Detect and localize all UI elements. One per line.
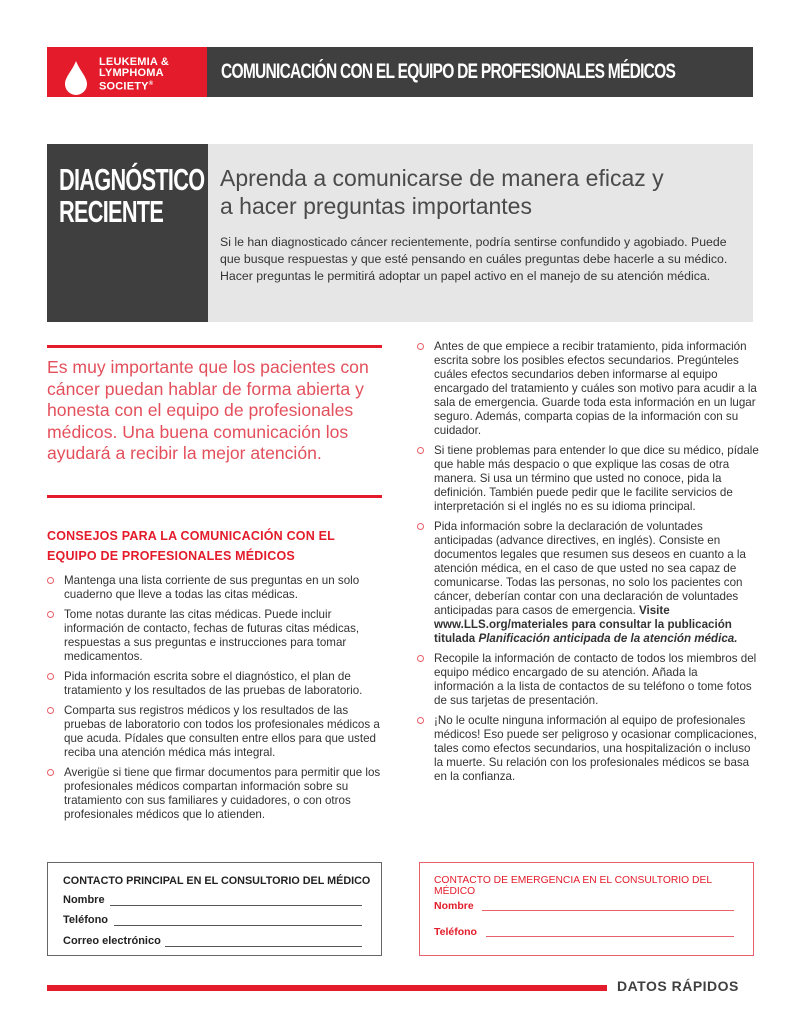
- footer-label: DATOS RÁPIDOS: [617, 978, 739, 994]
- list-item: ¡No le oculte ninguna información al equipo de profesionales médicos! Eso puede ser peligroso y ocasionar complicaciones, tales como efectos secundarios, una hospitalización o incluso la muerte. Su relación con los profesionales médicos se basa en la confianza.: [417, 714, 759, 784]
- diagnosis-label: DIAGNÓSTICO RECIENTE: [59, 162, 205, 229]
- diagnosis-label-panel: [47, 144, 208, 322]
- list-item: Antes de que empiece a recibir tratamiento, pida información escrita sobre los posibles efectos secundarios. Pregúnteles cuáles efectos secundarios deben informarse al equipo encargado del tratamiento y cuáles son motivo para acudir a la sala de emergencia. Guarde toda esta información en un lugar seguro. Además, comparta copias de la información con su cuidador.: [417, 340, 759, 438]
- lls-link-text: Visite www.LLS.org/materiales para consultar la publicación titulada: [434, 604, 732, 645]
- phone-label: Teléfono: [63, 914, 109, 926]
- blood-drop-icon: [62, 59, 90, 95]
- page-title: COMUNICACIÓN CON EL EQUIPO DE PROFESIONALES MÉDICOS: [221, 60, 676, 83]
- footer-rule: [47, 985, 607, 991]
- logo-wordmark: LEUKEMIA & LYMPHOMA SOCIETY®: [99, 56, 170, 93]
- emergency-phone-field[interactable]: [486, 936, 734, 937]
- name-field[interactable]: [110, 905, 362, 906]
- list-item: Mantenga una lista corriente de sus preguntas en un solo cuaderno que lleve a todas las citas médicas.: [47, 574, 392, 602]
- bullet-icon: [417, 447, 424, 454]
- primary-contact-title: CONTACTO PRINCIPAL EN EL CONSULTORIO DEL MÉDICO: [63, 875, 371, 887]
- list-item: Pida información escrita sobre el diagnóstico, el plan de tratamiento y los resultados de las pruebas de laboratorio.: [47, 670, 392, 698]
- tips-list-right: [417, 340, 759, 790]
- emergency-name-label: Nombre: [434, 900, 474, 912]
- header-bar: [207, 47, 753, 97]
- emergency-phone-label: Teléfono: [434, 926, 477, 938]
- list-item: Comparta sus registros médicos y los resultados de las pruebas de laboratorio con todos los profesionales médicos a que acuda. Pídales que consulten entre ellos para que usted reciba una atención médica más integral.: [47, 704, 392, 760]
- email-label: Correo electrónico: [63, 935, 161, 947]
- bullet-icon: [47, 673, 54, 680]
- publication-title: Planificación anticipada de la atención médica.: [478, 632, 738, 645]
- quote-top-rule: [47, 345, 382, 348]
- list-item: Si tiene problemas para entender lo que dice su médico, pídale que hable más despacio o que explique las cosas de otra manera. Si usa un término que usted no conoce, pida la definición. También puede pedir que le facilite servicios de interpretación si el inglés no es su idioma principal.: [417, 444, 759, 514]
- bullet-icon: [417, 717, 424, 724]
- quote-bottom-rule: [47, 495, 382, 498]
- tips-heading: CONSEJOS PARA LA COMUNICACIÓN CON EL EQUIPO DE PROFESIONALES MÉDICOS: [47, 529, 335, 563]
- intro-heading: Aprenda a comunicarse de manera eficaz y a hacer preguntas importantes: [220, 165, 664, 219]
- list-item: Averigüe si tiene que firmar documentos para permitir que los profesionales médicos compartan información sobre su tratamiento con sus familiares y cuidadores, o con otros profesionales médicos que lo atienden.: [47, 766, 392, 822]
- list-item: Recopile la información de contacto de todos los miembros del equipo médico encargado de su atención. Añada la información a la lista de contactos de su teléfono o tome fotos de sus tarjetas de presentación.: [417, 652, 759, 708]
- bullet-icon: [417, 655, 424, 662]
- email-field[interactable]: [165, 946, 362, 947]
- bullet-icon: [47, 611, 54, 618]
- bullet-icon: [417, 343, 424, 350]
- list-item: Pida información sobre la declaración de voluntades anticipadas (advance directives, en inglés). Consiste en documentos legales que resumen sus deseos en cuanto a la atención médica, en el caso de que usted no sea capaz de comunicarse. Todas las personas, no solo los pacientes con cáncer, deberían contar con una declaración de voluntades anticipadas para casos de emergencia. Visite www.LLS.org/materiales para consultar la publicación titulada Planificación anticipada de la atención médica.: [417, 520, 759, 646]
- primary-contact-form: [47, 862, 382, 956]
- phone-field[interactable]: [114, 925, 362, 926]
- bullet-icon: [47, 769, 54, 776]
- emergency-name-field[interactable]: [482, 910, 734, 911]
- intro-body: Si le han diagnosticado cáncer recientemente, podría sentirse confundido y agobiado. Puede que busque respuestas y que esté pensando en cuáles preguntas debe hacerle a su médico. Hacer preguntas le permitirá adoptar un papel activo en el manejo de su atención médica.: [220, 235, 728, 283]
- diagnosis-intro-panel: [208, 144, 753, 322]
- list-item: Tome notas durante las citas médicas. Puede incluir información de contacto, fechas de futuras citas médicas, respuestas a sus preguntas e instrucciones para tomar medicamentos.: [47, 608, 392, 664]
- bullet-icon: [417, 523, 424, 530]
- emergency-contact-form: [419, 862, 754, 956]
- tips-list-left: [47, 574, 392, 828]
- bullet-icon: [47, 577, 54, 584]
- name-label: Nombre: [63, 894, 105, 906]
- bullet-icon: [47, 707, 54, 714]
- emergency-contact-title: CONTACTO DE EMERGENCIA EN EL CONSULTORIO DEL MÉDICO: [434, 875, 712, 897]
- pull-quote: Es muy importante que los pacientes con cáncer puedan hablar de forma abierta y honesta con el equipo de profesionales médicos. Una buena comunicación los ayudará a recibir la mejor atención.: [47, 357, 369, 463]
- lls-logo: [47, 47, 207, 97]
